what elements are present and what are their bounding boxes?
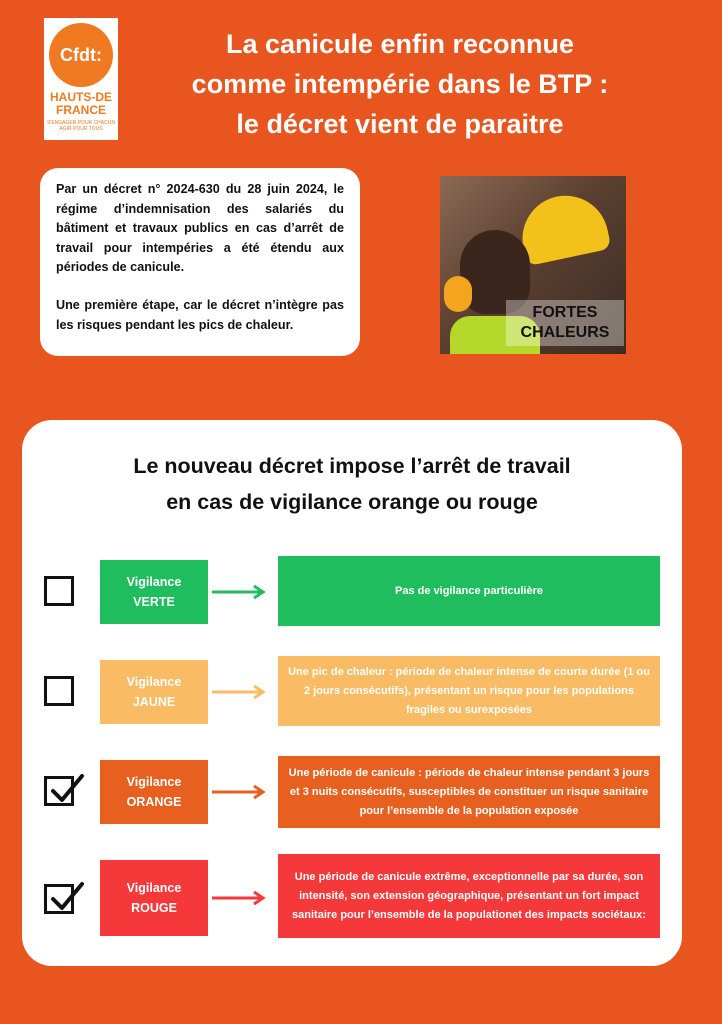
description-verte: Pas de vigilance particulière: [278, 556, 660, 626]
arrow-right-icon: [208, 584, 270, 600]
arrow-right-icon: [208, 684, 270, 700]
hard-hat-shape: [514, 188, 611, 267]
title-line: comme intempérie dans le BTP :: [191, 69, 609, 99]
checkmark-icon: [49, 879, 85, 915]
level-name: ROUGE: [131, 901, 177, 915]
arrow-right-icon: [208, 890, 270, 906]
logo-region-line: HAUTS-DE: [50, 90, 112, 104]
level-label: Vigilance: [126, 675, 182, 689]
panel-title-line: en cas de vigilance orange ou rouge: [166, 490, 538, 514]
intro-paragraph: Une première étape, car le décret n’intègre pas les risques pendant les pics de chaleur.: [56, 297, 344, 332]
description-rouge: Une période de canicule extrême, exceptionnelle par sa durée, son intensité, son extension géographique, présentant un fort impact sanitaire pour l’ensemble de la populationet des impacts sociétaux:: [278, 854, 660, 938]
logo-region-line: FRANCE: [56, 103, 106, 117]
panel-title: [22, 448, 682, 520]
title-line: le décret vient de paraitre: [236, 109, 564, 139]
cfdt-logo: [44, 18, 118, 140]
photo-caption: [506, 300, 624, 346]
level-label: Vigilance: [126, 575, 182, 589]
photo-caption-line: CHALEURS: [520, 324, 610, 341]
level-name: ORANGE: [126, 795, 182, 809]
level-label: Vigilance: [126, 775, 182, 789]
logo-region: [44, 91, 118, 117]
checkbox-orange[interactable]: [44, 776, 74, 806]
arrow-right-icon: [208, 784, 270, 800]
checkmark-icon: [49, 771, 85, 807]
description-jaune: Une pic de chaleur : période de chaleur intense de courte durée (1 ou 2 jours consécutifs), présentant un risque pour les populations fragiles ou surexposées: [278, 656, 660, 726]
ear-protection-shape: [444, 276, 472, 312]
checkbox-jaune[interactable]: [44, 676, 74, 706]
title-line: La canicule enfin reconnue: [225, 29, 575, 59]
checkbox-verte[interactable]: [44, 576, 74, 606]
level-badge-rouge: [100, 860, 208, 936]
page-title: [130, 24, 670, 144]
worker-photo: [440, 176, 626, 354]
intro-box: [40, 168, 360, 356]
level-label: Vigilance: [126, 881, 182, 895]
level-name: JAUNE: [132, 695, 176, 709]
panel-title-line: Le nouveau décret impose l’arrêt de travail: [133, 454, 571, 478]
intro-paragraph: Par un décret n° 2024-630 du 28 juin 2024, le régime d’indemnisation des salariés du bâtiment et travaux publics en cas d’arrêt de travail pour intempéries a été étendu aux périodes de canicule.: [56, 182, 344, 275]
photo-caption-line: FORTES: [532, 304, 598, 321]
checkbox-rouge[interactable]: [44, 884, 74, 914]
level-badge-verte: [100, 560, 208, 624]
vigilance-panel: [22, 420, 682, 966]
description-orange: Une période de canicule : période de chaleur intense pendant 3 jours et 3 nuits consécutifs, susceptibles de constituer un risque sanitaire pour l’ensemble de la population exposée: [278, 756, 660, 828]
level-badge-orange: [100, 760, 208, 824]
cfdt-logo-mark: Cfdt:: [49, 23, 113, 87]
level-name: VERTE: [133, 595, 175, 609]
logo-tagline: S'ENGAGER POUR CHACUN AGIR POUR TOUS: [47, 120, 115, 132]
level-badge-jaune: [100, 660, 208, 724]
